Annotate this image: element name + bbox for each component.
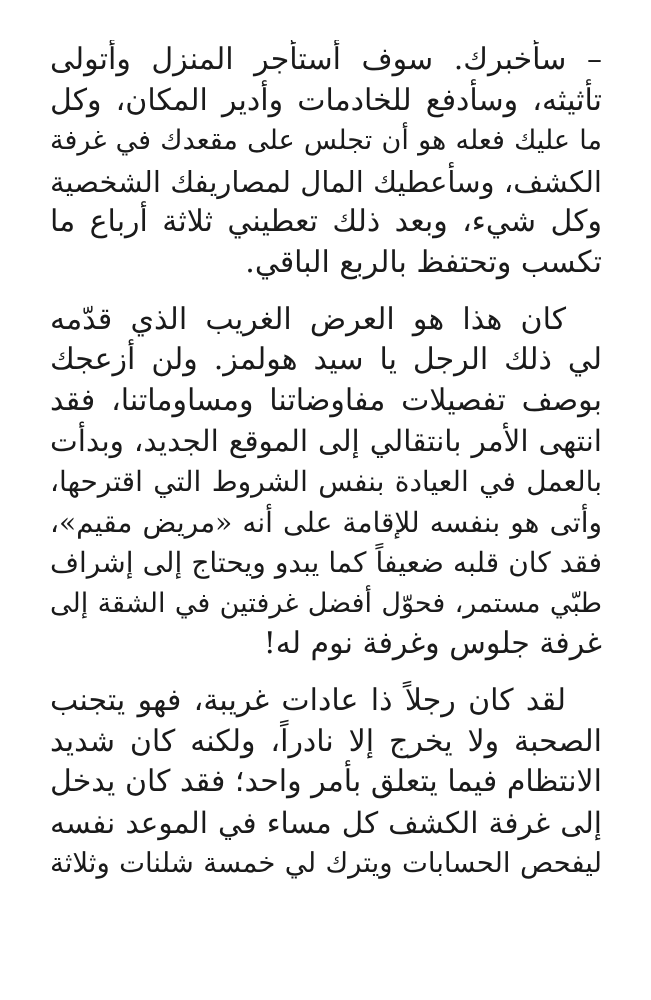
text-line: بالعمل في العيادة بنفس الشروط التي اقترحها، (50, 464, 602, 498)
text-line: بوصف تفصيلات مفاوضاتنا ومساوماتنا، فقد (50, 382, 602, 418)
text-line: وكل شيء، وبعد ذلك تعطيني ثلاثة أرباع ما (50, 204, 602, 240)
text-line: انتهى الأمر بانتقالي إلى الموقع الجديد، وبدأت (50, 424, 602, 459)
text-line: كان هذا هو العرض الغريب الذي قدّمه (50, 301, 566, 337)
text-line: تأثيثه، وسأدفع للخادمات وأدير المكان، وكل (50, 82, 602, 118)
text-line: الكشف، وسأعطيك المال لمصاريفك الشخصية (50, 164, 602, 199)
text-line: – سأخبرك. سوف أستأجر المنزل وأتولى (50, 42, 602, 77)
book-page (50, 40, 602, 1000)
text-line: وأتى هو بنفسه للإقامة على أنه «مريض مقيم»، (50, 505, 602, 539)
paragraph-habits (50, 681, 602, 884)
text-line: إلى غرفة الكشف كل مساء في الموعد نفسه (50, 805, 602, 840)
text-line: ليفحص الحسابات ويترك لي خمسة شلنات وثلاثة (50, 847, 602, 880)
text-line: تكسب وتحتفظ بالربع الباقي. (245, 244, 602, 280)
text-line: الصحبة ولا يخرج إلا نادراً، ولكنه كان شديد (50, 723, 602, 759)
paragraph-arrangement (50, 300, 602, 665)
text-line: الانتظام فيما يتعلق بأمر واحد؛ فقد كان يدخل (50, 764, 602, 800)
text-line: لي ذلك الرجل يا سيد هولمز. ولن أزعجك (50, 342, 602, 378)
text-line: ما عليك فعله هو أن تجلس على مقعدك في غرفة (50, 125, 602, 157)
text-line: لقد كان رجلاً ذا عادات غريبة، فهو يتجنب (50, 682, 566, 718)
text-line: فقد كان قلبه ضعيفاً كما يبدو ويحتاج إلى إشراف (50, 546, 602, 580)
text-line: غرفة جلوس وغرفة نوم له! (263, 626, 602, 662)
paragraph-offer (50, 40, 602, 284)
text-line: طبّي مستمر، فحوّل أفضل غرفتين في الشقة إلى (50, 587, 602, 619)
